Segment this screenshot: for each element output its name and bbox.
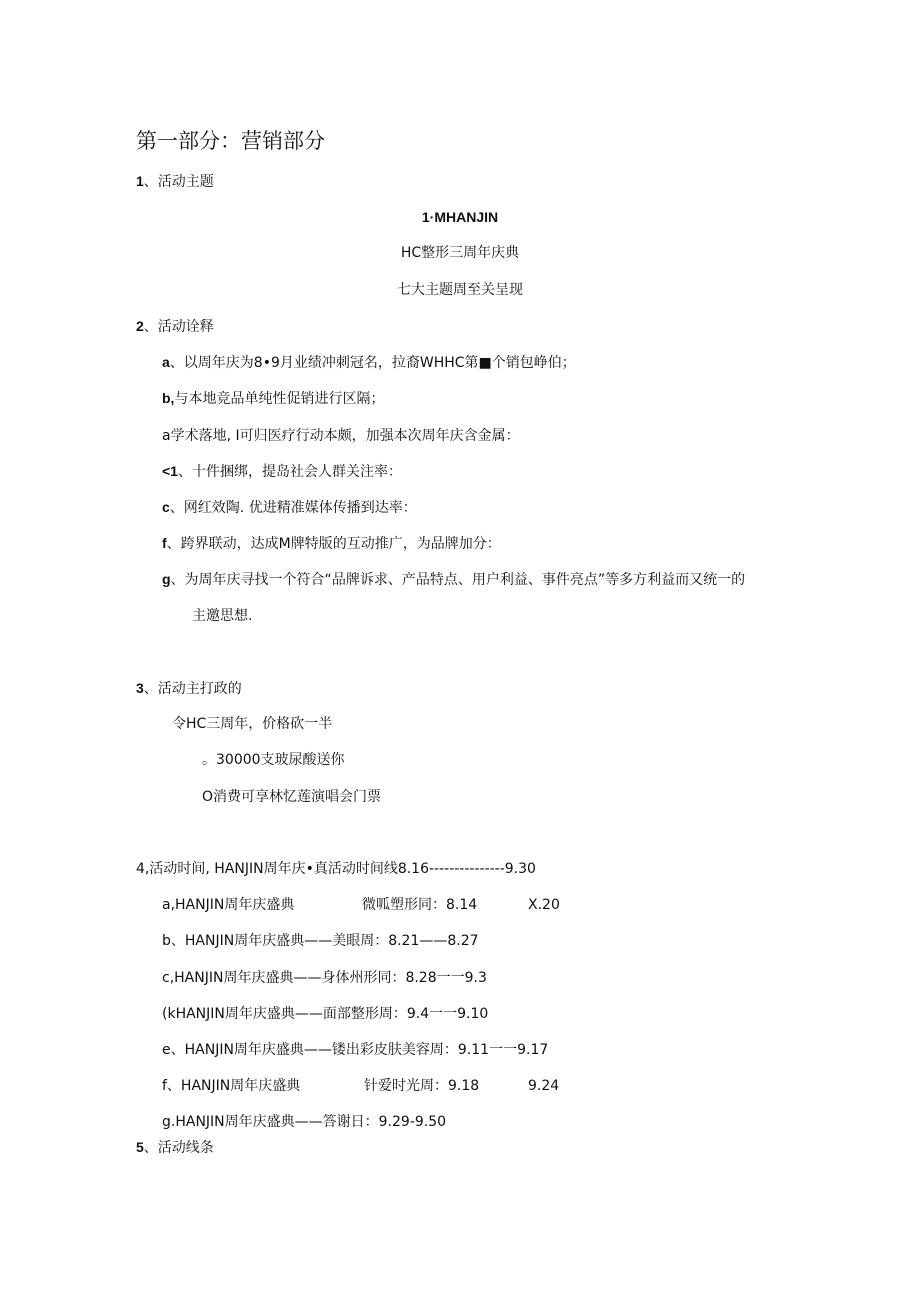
item-text: 、为周年庆寻找一个符合“品牌诉求、产品特点、用户利益、事件亮点”等多方利益而又统一的 (170, 572, 746, 588)
list-item (162, 426, 520, 445)
offer-item: O消费可享林忆莲演唱会门票 (202, 789, 382, 805)
list-item-continuation: 主邀思想. (192, 608, 253, 624)
schedule-row (162, 1077, 559, 1095)
list-item (162, 570, 745, 589)
theme-line-1: 1·MHANJIN (421, 209, 499, 225)
list-item (162, 389, 384, 408)
list-item (162, 534, 501, 553)
item-text: 与本地竞品单纯性促销进行区隔； (174, 391, 385, 407)
offer-item: 令HC三周年，价格砍一半 (172, 716, 333, 732)
schedule-end: X.20 (528, 897, 560, 913)
section-3-number: 3 (136, 680, 144, 696)
section-2-heading (136, 317, 214, 336)
schedule-row: (kHANJIN周年庆盛典——面部整形周：9.4一一9.10 (162, 1006, 489, 1022)
theme-line-3: 七大主题周至关呈现 (397, 282, 523, 298)
schedule-row: g.HANJIN周年庆盛典——答谢日：9.29-9.50 (162, 1114, 447, 1130)
section-5-heading (136, 1138, 214, 1157)
schedule-theme: 针爱时光周：9.18 (364, 1078, 480, 1094)
section-1-label: 、活动主题 (143, 174, 214, 190)
section-3-label: 、活动主打政的 (143, 681, 242, 697)
schedule-end: 9.24 (528, 1078, 560, 1094)
list-item (162, 353, 576, 372)
schedule-row: b、HANJIN周年庆盛典——美眼周：8.21——8.27 (162, 933, 479, 949)
section-2-label: 、活动诠释 (143, 319, 214, 335)
schedule-event: a,HANJIN周年庆盛典 (162, 897, 295, 913)
item-text: 、十件捆绑，提岛社会人群关注率： (177, 464, 402, 480)
schedule-row (162, 896, 560, 914)
section-1-number: 1 (136, 173, 144, 189)
list-item (162, 498, 417, 517)
schedule-row: c,HANJIN周年庆盛典——身体州形同：8.28一一9.3 (162, 970, 487, 986)
item-text: 、跨界联动，达成M牌特版的互动推广，为品牌加分： (166, 536, 501, 552)
item-marker: c (162, 499, 170, 515)
list-item (162, 462, 402, 481)
section-2-number: 2 (136, 318, 144, 334)
section-5-number: 5 (136, 1139, 144, 1155)
item-marker: a (162, 354, 170, 370)
section-4-heading: 4,活动时间, HANJIN周年庆•真活动时间线8.16---------------9.30 (136, 861, 536, 877)
section-3-heading (136, 679, 242, 698)
page-title: 第一部分：营销部分 (136, 129, 325, 153)
item-marker: f (162, 535, 167, 551)
item-text: 、以周年庆为8•9月业绩冲刺冠名，拉裔WHHC第■个销包峥伯； (169, 355, 576, 371)
item-marker: <1 (162, 463, 178, 479)
item-marker: b, (162, 390, 175, 406)
schedule-row: e、HANJIN周年庆盛典——镂出彩皮肤美容周：9.11一一9.17 (162, 1042, 549, 1058)
schedule-theme: 微呱塑形同：8.14 (362, 897, 478, 913)
theme-line-2: HC整形三周年庆典 (400, 245, 520, 261)
offer-item: 。30000支玻尿酸送你 (202, 752, 345, 768)
item-text: a学术落地, I可归医疗行动本颇，加强本次周年庆含金属： (162, 428, 520, 444)
item-marker: g (162, 571, 171, 587)
item-text: 、网红效陶. 优进精准媒体传播到达率： (169, 500, 417, 516)
section-1-heading (136, 172, 214, 191)
schedule-event: f、HANJIN周年庆盛典 (162, 1078, 301, 1094)
section-5-label: 、活动线条 (143, 1140, 214, 1156)
